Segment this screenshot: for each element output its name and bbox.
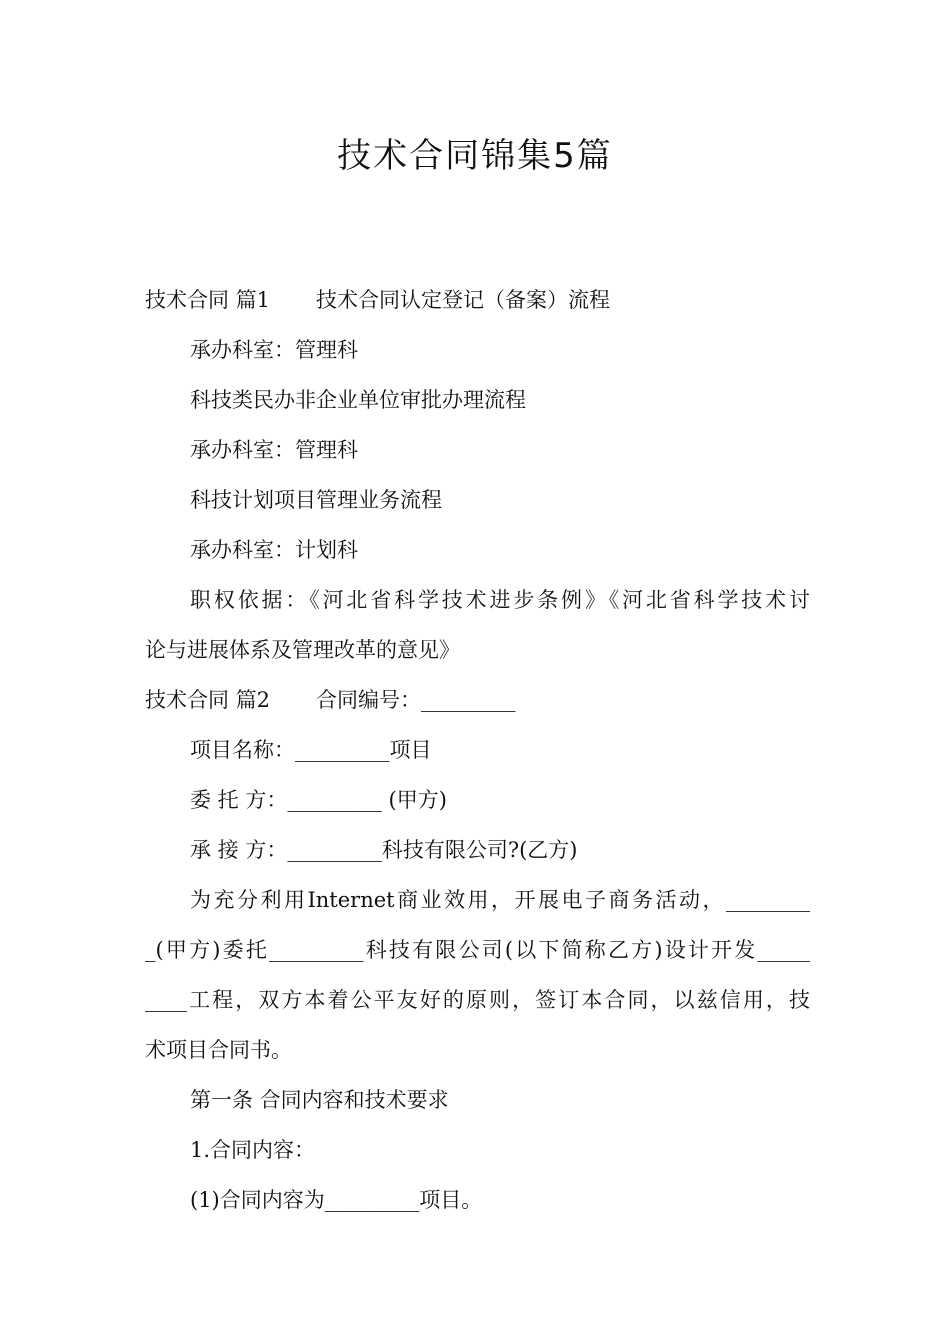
paragraph-line: 承 接 方：_________科技有限公司?(乙方) [190, 838, 578, 862]
paragraph-line: 职权依据：《河北省科学技术进步条例》《河北省科学技术讨 [190, 588, 810, 612]
contract-number: 合同编号：_________ [316, 688, 516, 712]
paragraph-line: 1.合同内容： [190, 1138, 316, 1162]
paragraph-line: 委 托 方：_________ (甲方) [190, 788, 447, 812]
paragraph-line: 为充分利用Internet商业效用，开展电子商务活动，________ [190, 888, 810, 912]
section-heading-1 [145, 286, 810, 314]
section-label: 技术合同 篇2 [145, 688, 271, 712]
paragraph-line: 项目名称：_________项目 [190, 738, 432, 762]
section-subtitle: 技术合同认定登记（备案）流程 [316, 288, 611, 312]
paragraph-line: 术项目合同书。 [145, 1038, 292, 1062]
paragraph-line: 论与进展体系及管理改革的意见》 [145, 638, 460, 662]
paragraph-line: 第一条 合同内容和技术要求 [190, 1088, 449, 1112]
paragraph-line: ____工程，双方本着公平友好的原则，签订本合同，以兹信用，技 [145, 988, 810, 1012]
paragraph-line: _(甲方)委托_________科技有限公司(以下简称乙方)设计开发_____ [145, 938, 810, 962]
section-heading-2 [145, 686, 810, 714]
document-title: 技术合同锦集5篇 [337, 136, 613, 176]
paragraph-line: 承办科室：管理科 [190, 338, 358, 362]
paragraph-line: 科技计划项目管理业务流程 [190, 488, 442, 512]
paragraph-line: 承办科室：管理科 [190, 438, 358, 462]
paragraph-line: 科技类民办非企业单位审批办理流程 [190, 388, 526, 412]
paragraph-line: (1)合同内容为_________项目。 [190, 1188, 483, 1212]
paragraph-line: 承办科室：计划科 [190, 538, 358, 562]
section-label: 技术合同 篇1 [145, 288, 271, 312]
